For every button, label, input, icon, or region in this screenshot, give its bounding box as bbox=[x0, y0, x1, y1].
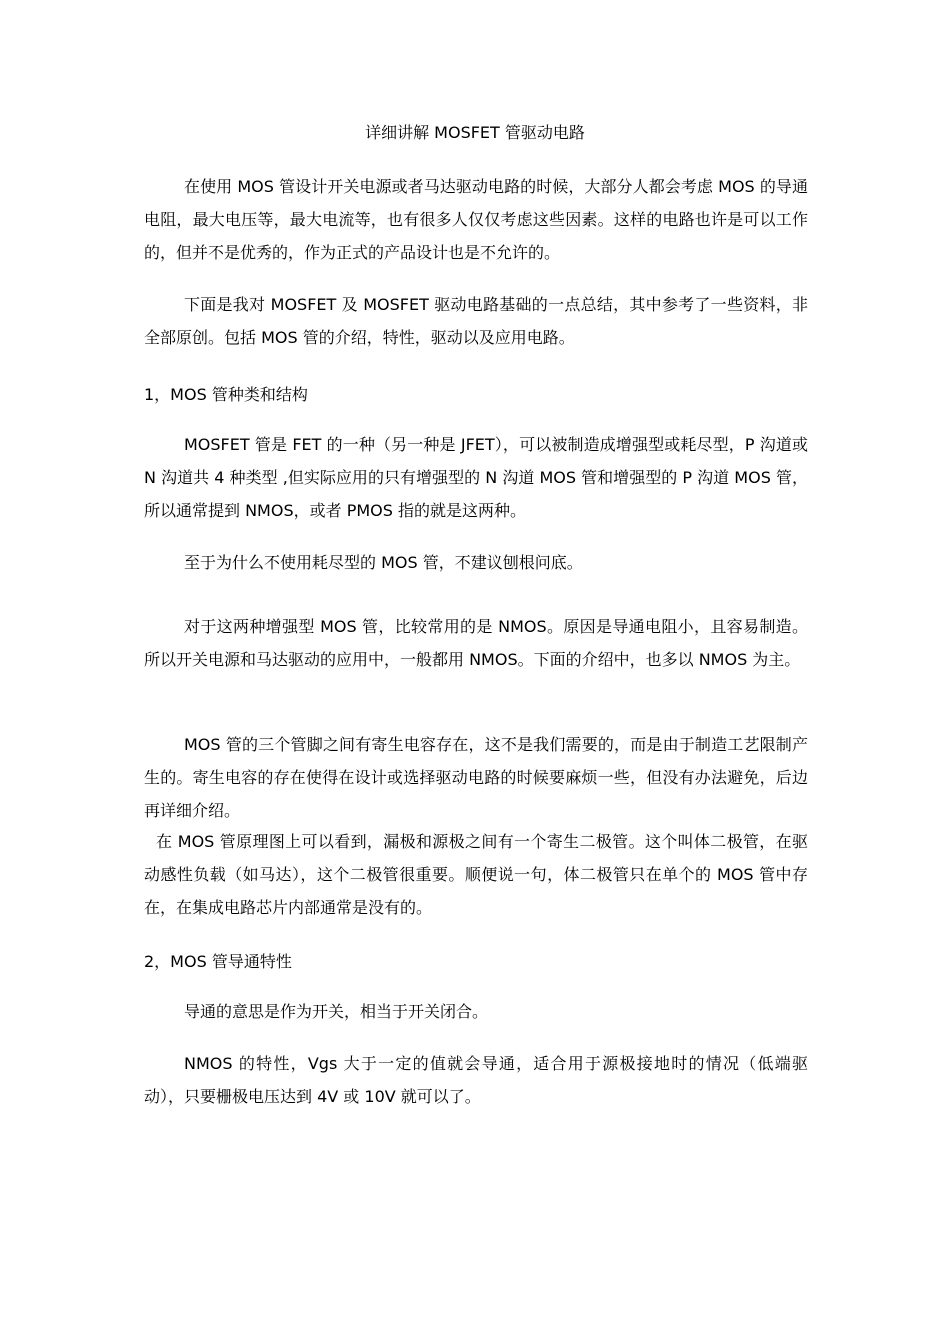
document-title: 详细讲解 MOSFET 管驱动电路 bbox=[365, 123, 585, 142]
paragraph-parasitic-capacitance: MOS 管的三个管脚之间有寄生电容存在，这不是我们需要的，而是由于制造工艺限制产生的。寄生电容的存在使得在设计或选择驱动电路的时候要麻烦一些，但没有办法避免，后边再详细介绍。 bbox=[144, 735, 808, 820]
paragraph-intro: 在使用 MOS 管设计开关电源或者马达驱动电路的时候，大部分人都会考虑 MOS 的导通电阻，最大电压等，最大电流等，也有很多人仅仅考虑这些因素。这样的电路也许是可以工作的，但并不是优秀的，作为正式的产品设计也是不允许的。 bbox=[144, 177, 808, 262]
section-heading-2: 2，MOS 管导通特性 bbox=[144, 952, 292, 971]
paragraph-depletion: 至于为什么不使用耗尽型的 MOS 管，不建议刨根问底。 bbox=[184, 553, 583, 572]
paragraph-body-diode: 在 MOS 管原理图上可以看到，漏极和源极之间有一个寄生二极管。这个叫体二极管，在驱动感性负载（如马达），这个二极管很重要。顺便说一句，体二极管只在单个的 MOS 管中存在，在集成电路芯片内部通常是没有的。 bbox=[144, 832, 808, 917]
section-heading-1: 1，MOS 管种类和结构 bbox=[144, 385, 308, 404]
paragraph-mosfet-types: MOSFET 管是 FET 的一种（另一种是 JFET），可以被制造成增强型或耗尽型，P 沟道或 N 沟道共 4 种类型 ,但实际应用的只有增强型的 N 沟道 MOS 管和增强型的 P 沟道 MOS 管，所以通常提到 NMOS，或者 PMOS 指的就是这两种。 bbox=[144, 435, 808, 520]
paragraph-summary: 下面是我对 MOSFET 及 MOSFET 驱动电路基础的一点总结，其中参考了一些资料，非全部原创。包括 MOS 管的介绍，特性，驱动以及应用电路。 bbox=[144, 295, 808, 347]
paragraph-conduction-meaning: 导通的意思是作为开关，相当于开关闭合。 bbox=[184, 1002, 489, 1021]
paragraph-nmos-characteristics: NMOS 的特性，Vgs 大于一定的值就会导通，适合用于源极接地时的情况（低端驱动），只要栅极电压达到 4V 或 10V 就可以了。 bbox=[144, 1054, 808, 1106]
paragraph-nmos: 对于这两种增强型 MOS 管，比较常用的是 NMOS。原因是导通电阻小，且容易制造。所以开关电源和马达驱动的应用中，一般都用 NMOS。下面的介绍中，也多以 NMOS 为主。 bbox=[144, 617, 808, 669]
